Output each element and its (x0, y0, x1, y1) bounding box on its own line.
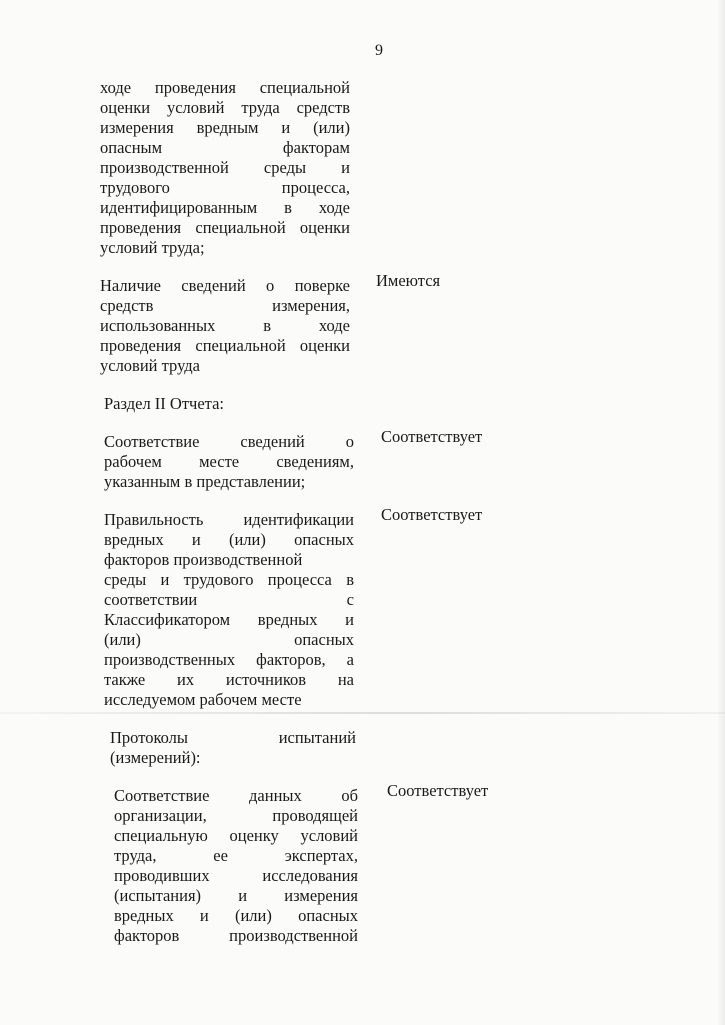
criterion-block (100, 78, 350, 258)
criterion-line: указанным в представлении; (104, 472, 306, 491)
criterion-line: (или) опасных (104, 630, 354, 649)
scan-edge-shadow (717, 0, 725, 1025)
section-title: Раздел II Отчета: (104, 394, 224, 413)
criterion-line: соответствии с (104, 590, 354, 609)
criterion-status: Имеются (376, 271, 441, 290)
criterion-line: проводивших исследования (114, 866, 358, 885)
criterion-line: средств измерения, (100, 296, 350, 315)
page-number: 9 (375, 42, 383, 59)
criterion-status: Соответствует (381, 505, 483, 524)
scan-artifact-line (0, 712, 725, 714)
criterion-line: условий труда (100, 356, 201, 375)
criterion-line: оценки условий труда средств (100, 98, 350, 117)
criterion-line: Правильность идентификации (104, 510, 354, 529)
criterion-block (104, 432, 354, 492)
criterion-line: рабочем месте сведениям, (104, 452, 354, 471)
criterion-line: труда, ее экспертах, (114, 846, 358, 865)
criterion-line: Соответствие сведений о (104, 432, 354, 451)
criterion-line: производственной среды и (100, 158, 350, 177)
criterion-block (110, 728, 356, 768)
criterion-line: также их источников на (104, 670, 354, 689)
criterion-line: среды и трудового процесса в (104, 570, 354, 589)
criterion-line: Наличие сведений о поверке (100, 276, 350, 295)
criterion-line: вредных и (или) опасных (104, 530, 354, 549)
criterion-line: опасным факторам (100, 138, 350, 157)
criterion-status: Соответствует (387, 781, 489, 800)
criterion-line: использованных в ходе (100, 316, 350, 335)
criterion-line: измерения вредным и (или) (100, 118, 350, 137)
criterion-line: трудового процесса, (100, 178, 350, 197)
criterion-line: специальную оценку условий (114, 826, 358, 845)
criterion-status: Соответствует (381, 427, 483, 446)
criterion-line: факторов производственной (114, 926, 358, 945)
criterion-block (100, 276, 350, 376)
criterion-line: (испытания) и измерения (114, 886, 358, 905)
criterion-line: Классификатором вредных и (104, 610, 354, 629)
criterion-line: производственных факторов, а (104, 650, 354, 669)
criterion-line: проведения специальной оценки (100, 336, 350, 355)
criterion-line: организации, проводящей (114, 806, 358, 825)
criterion-line: вредных и (или) опасных (114, 906, 358, 925)
criterion-line: Соответствие данных об (114, 786, 358, 805)
criterion-line: проведения специальной оценки (100, 218, 350, 237)
criterion-line: факторов производственной (104, 550, 303, 569)
criterion-line: исследуемом рабочем месте (104, 690, 302, 709)
criterion-line: ходе проведения специальной (100, 78, 350, 97)
criterion-line: Протоколы испытаний (110, 728, 356, 747)
criterion-block (104, 510, 354, 710)
criterion-line: (измерений): (110, 748, 201, 767)
criterion-line: условий труда; (100, 238, 205, 257)
criterion-line: идентифицированным в ходе (100, 198, 350, 217)
criterion-block (114, 786, 358, 946)
